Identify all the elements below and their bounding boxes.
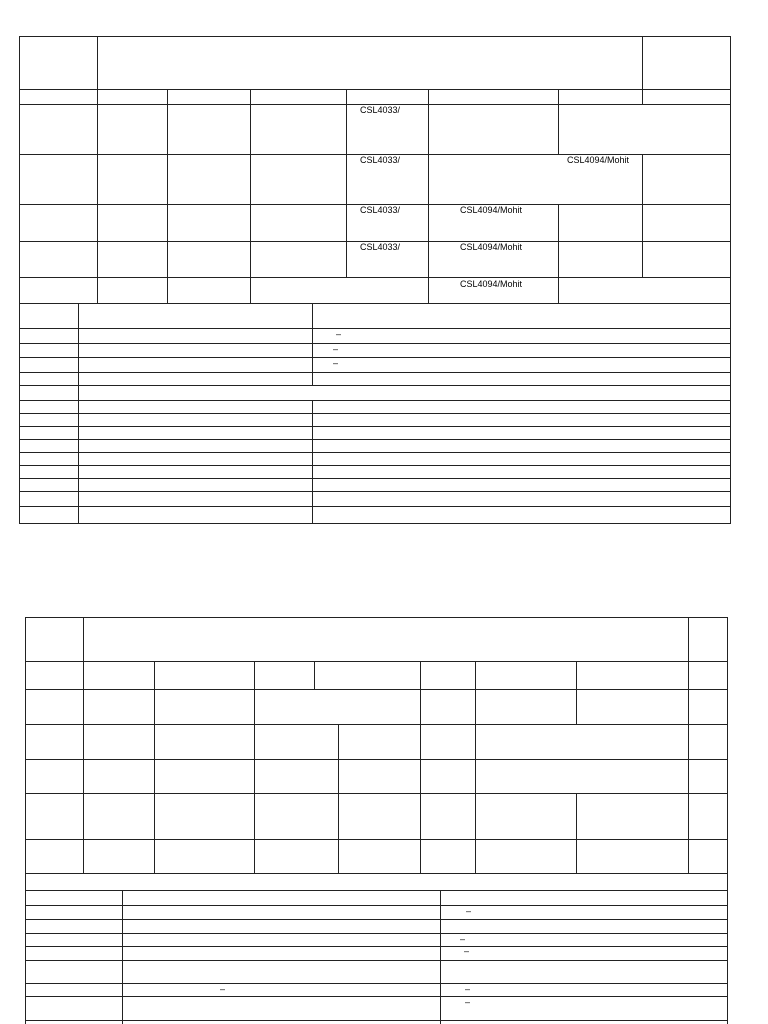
table-gridline — [440, 890, 441, 1024]
table-gridline — [25, 890, 728, 891]
course-cell: CSL4094/Mohit — [460, 205, 523, 215]
table-gridline — [254, 661, 255, 873]
table-gridline — [25, 960, 728, 961]
table-gridline — [25, 933, 728, 934]
table-gridline — [727, 617, 728, 1024]
table-gridline — [428, 104, 429, 303]
table-gridline — [730, 36, 731, 524]
table-gridline — [19, 400, 731, 401]
dash-mark: – — [466, 906, 472, 916]
table-gridline — [19, 328, 731, 329]
table-gridline — [154, 661, 155, 873]
table-gridline — [83, 617, 84, 873]
table-gridline — [19, 385, 731, 386]
table-gridline — [19, 491, 731, 492]
table-gridline — [338, 724, 339, 873]
dash-mark: – — [333, 358, 339, 368]
table-gridline — [25, 996, 728, 997]
table-gridline — [25, 759, 728, 760]
table-gridline — [25, 946, 728, 947]
course-cell: CSL4033/ — [360, 155, 401, 165]
table-gridline — [576, 661, 577, 724]
table-gridline — [576, 793, 577, 873]
table-gridline — [167, 89, 168, 104]
table-gridline — [19, 523, 731, 524]
table-gridline — [19, 452, 731, 453]
table-gridline — [642, 154, 643, 277]
table-gridline — [346, 104, 347, 277]
table-gridline — [19, 372, 731, 373]
table-gridline — [19, 413, 731, 414]
table-gridline — [475, 661, 476, 873]
table-gridline — [428, 89, 429, 104]
table-gridline — [688, 617, 689, 873]
table-gridline — [97, 36, 98, 104]
table-gridline — [642, 36, 643, 104]
table-gridline — [558, 89, 559, 104]
table-gridline — [250, 104, 251, 303]
table-gridline — [19, 478, 731, 479]
course-cell: CSL4094/Mohit — [567, 155, 630, 165]
table-gridline — [25, 724, 728, 725]
table-gridline — [167, 104, 168, 303]
dash-mark: – — [333, 344, 339, 354]
table-gridline — [312, 400, 313, 523]
dash-mark: – — [220, 984, 226, 994]
table-gridline — [122, 890, 123, 1024]
table-gridline — [19, 89, 731, 90]
table-gridline — [25, 617, 728, 618]
dash-mark: – — [460, 934, 466, 944]
table-gridline — [19, 36, 731, 37]
table-gridline — [25, 905, 728, 906]
table-gridline — [25, 617, 26, 1024]
table-gridline — [19, 439, 731, 440]
table-gridline — [25, 983, 728, 984]
dash-mark: – — [465, 984, 471, 994]
course-cell: CSL4033/ — [360, 242, 401, 252]
table-gridline — [19, 426, 731, 427]
table-gridline — [19, 357, 731, 358]
table-gridline — [19, 465, 731, 466]
table-gridline — [25, 1020, 728, 1021]
course-cell: CSL4094/Mohit — [460, 242, 523, 252]
dash-mark: – — [464, 946, 470, 956]
table-gridline — [25, 793, 728, 794]
course-cell: CSL4094/Mohit — [460, 279, 523, 289]
dash-mark: – — [336, 329, 342, 339]
table-gridline — [558, 104, 559, 154]
table-gridline — [19, 36, 20, 524]
table-gridline — [346, 89, 347, 104]
course-cell: CSL4033/ — [360, 105, 401, 115]
table-gridline — [25, 919, 728, 920]
table-gridline — [19, 277, 731, 278]
table-gridline — [97, 104, 98, 303]
table-gridline — [250, 89, 251, 104]
course-cell: CSL4033/ — [360, 205, 401, 215]
table-gridline — [25, 661, 728, 662]
table-gridline — [25, 839, 728, 840]
table-gridline — [19, 343, 731, 344]
table-gridline — [25, 689, 728, 690]
table-gridline — [19, 303, 731, 304]
table-gridline — [19, 506, 731, 507]
dash-mark: – — [465, 997, 471, 1007]
table-gridline — [558, 204, 559, 303]
table-gridline — [314, 661, 315, 689]
table-gridline — [420, 661, 421, 873]
table-gridline — [25, 873, 728, 874]
